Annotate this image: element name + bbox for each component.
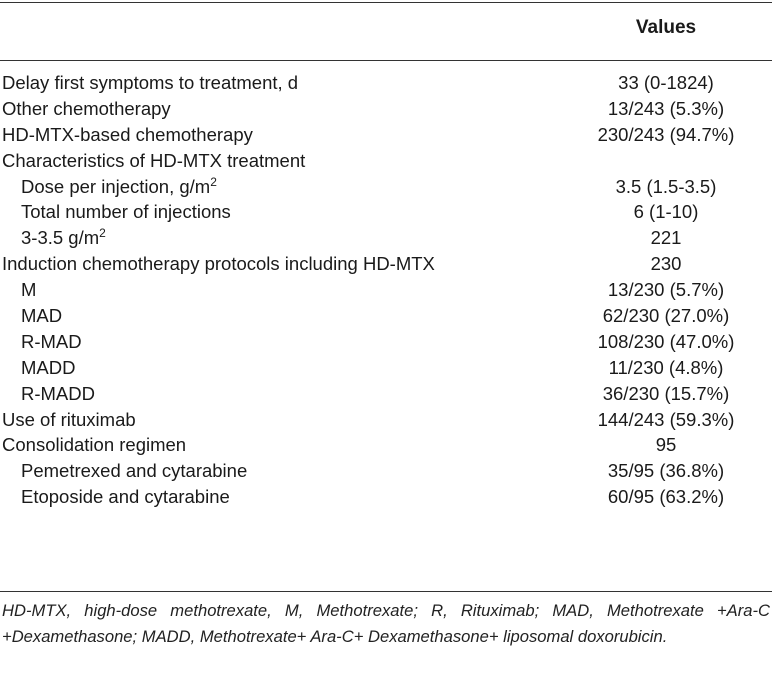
- row-label-text: Consolidation regimen: [2, 434, 187, 456]
- table-row: [0, 303, 772, 329]
- table-row: [0, 96, 772, 122]
- row-value: 144/243 (59.3%): [597, 408, 735, 430]
- table-row: [0, 174, 772, 200]
- table-row: [0, 251, 772, 277]
- row-value: 35/95 (36.8%): [607, 460, 725, 482]
- row-value: 108/230 (47.0%): [597, 330, 735, 352]
- row-value: 230/243 (94.7%): [597, 123, 735, 145]
- row-label: [2, 70, 298, 96]
- row-label-text: Characteristics of HD-MTX treatment: [2, 149, 306, 171]
- row-value: 221: [650, 227, 682, 249]
- row-value: 6 (1-10): [633, 201, 699, 223]
- row-label-text: R-MADD: [21, 382, 95, 404]
- row-label: [21, 458, 247, 484]
- row-label: [21, 484, 230, 510]
- row-label: [2, 96, 171, 122]
- row-label: [21, 174, 217, 200]
- row-label-text: M: [21, 279, 37, 301]
- row-label: [21, 329, 82, 355]
- row-label-text: MAD: [21, 305, 63, 327]
- table-row: [0, 277, 772, 303]
- row-label: [2, 432, 186, 458]
- row-value: 11/230 (4.8%): [608, 356, 724, 378]
- row-label: [2, 122, 253, 148]
- row-label: [21, 199, 231, 225]
- row-label-text: MADD: [21, 356, 76, 378]
- row-label-text: Delay first symptoms to treatment, d: [2, 72, 299, 93]
- row-value: 62/230 (27.0%): [602, 305, 730, 327]
- table-body: [0, 70, 772, 510]
- row-label-text: Total number of injections: [21, 201, 231, 223]
- row-label: [21, 303, 62, 329]
- row-label-text: R-MAD: [21, 330, 82, 352]
- table-footnote: HD-MTX, high-dose methotrexate, M, Methotrexate; R, Rituximab; MAD, Methotrexate +Ara-C +Dexamethasone; MADD, Methotrexate+ Ara-C+ Dexamethasone+ liposomal doxorubicin.: [2, 601, 770, 646]
- row-label-text: Induction chemotherapy protocols including HD-MTX: [2, 253, 435, 275]
- row-value: 60/95 (63.2%): [607, 486, 725, 508]
- row-label-text: Other chemotherapy: [2, 97, 171, 119]
- row-label-text: Use of rituximab: [2, 408, 136, 430]
- values-column-header: Values: [635, 17, 697, 38]
- table-bottom-rule: [0, 591, 772, 592]
- row-label-text: Dose per injection, g/m: [21, 175, 211, 197]
- row-value: 230: [650, 253, 682, 275]
- table-row: [0, 407, 772, 433]
- table-header-rule: [0, 60, 772, 61]
- row-label-text: Etoposide and cytarabine: [21, 486, 230, 508]
- table-row: [0, 122, 772, 148]
- row-label-text: 3-3.5 g/m: [21, 227, 100, 249]
- table-row: [0, 199, 772, 225]
- row-value: 33 (0-1824): [618, 72, 714, 93]
- row-value: 13/243 (5.3%): [607, 97, 725, 119]
- row-label: [21, 355, 75, 381]
- row-label-superscript: 2: [210, 174, 217, 189]
- table-row: [0, 484, 772, 510]
- row-value: 3.5 (1.5-3.5): [615, 175, 717, 197]
- row-label-superscript: 2: [99, 226, 106, 241]
- table-row: [0, 329, 772, 355]
- row-label: [21, 381, 95, 407]
- row-value: 13/230 (5.7%): [607, 279, 725, 301]
- row-label: [21, 225, 106, 251]
- row-value: 36/230 (15.7%): [602, 382, 730, 404]
- row-label-text: HD-MTX-based chemotherapy: [2, 123, 253, 145]
- row-label: [2, 407, 136, 433]
- row-value: 95: [655, 434, 677, 456]
- table-row: [0, 148, 772, 174]
- table-row: [0, 355, 772, 381]
- row-label-text: Pemetrexed and cytarabine: [21, 460, 248, 482]
- table-row: [0, 225, 772, 251]
- table-row: [0, 70, 772, 96]
- row-label: [21, 277, 36, 303]
- row-label: [2, 251, 435, 277]
- row-label: [2, 148, 305, 174]
- table-top-rule: [0, 2, 772, 3]
- table-row: [0, 458, 772, 484]
- table-row: [0, 432, 772, 458]
- table-row: [0, 381, 772, 407]
